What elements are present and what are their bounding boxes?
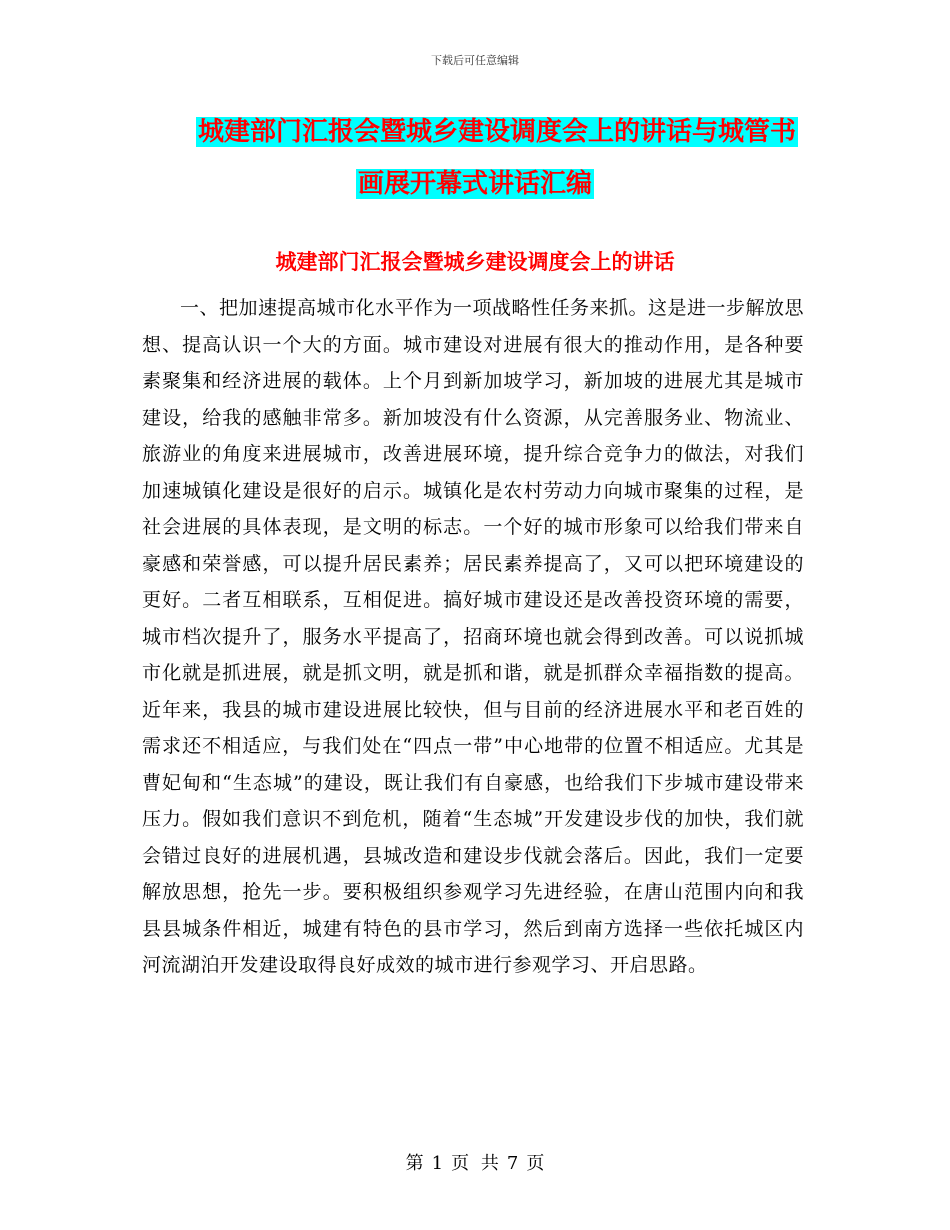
header-note: 下载后可任意编辑 [431,54,519,67]
section-heading: 城建部门汇报会暨城乡建设调度会上的讲话 [275,250,675,274]
body-paragraph: 一、把加速提高城市化水平作为一项战略性任务来抓。这是进一步解放思想、提高认识一个大的方面。城市建设对进展有很大的推动作用，是各种要素聚集和经济进展的载体。上个月到新加坡学习，新加坡的进展尤其是城市建设，给我的感触非常多。新加坡没有什么资源，从完善服务业、物流业、旅游业的角度来进展城市，改善进展环境，提升综合竞争力的做法，对我们加速城镇化建设是很好的启示。城镇化是农村劳动力向城市聚集的过程，是社会进展的具体表现，是文明的标志。一个好的城市形象可以给我们带来自豪感和荣誉感，可以提升居民素养；居民素养提高了，又可以把环境建设的更好。二者互相联系，互相促进。搞好城市建设还是改善投资环境的需要，城市档次提升了，服务水平提高了，招商环境也就会得到改善。可以说抓城市化就是抓进展，就是抓文明，就是抓和谐，就是抓群众幸福指数的提高。近年来，我县的城市建设进展比较快，但与目前的经济进展水平和老百姓的需求还不相适应，与我们处在“四点一带”中心地带的位置不相适应。尤其是曹妃甸和“生态城”的建设，既让我们有自豪感，也给我们下步城市建设带来压力。假如我们意识不到危机，随着“生态城”开发建设步伐的加快，我们就会错过良好的进展机遇，县城改造和建设步伐就会落后。因此，我们一定要解放思想，抢先一步。要积极组织参观学习先进经验，在唐山范围内向和我县县城条件相近，城建有特色的县市学习，然后到南方选择一些依托城区内河流湖泊开发建设取得良好成效的城市进行参观学习、开启思路。 [142,297,805,976]
footer-total-pages: 7 [506,1153,519,1174]
document-title [0,106,950,210]
footer-prefix: 第 [405,1153,424,1174]
document-title-line-2 [0,158,950,210]
page-footer [0,1152,950,1176]
footer-current-page: 1 [431,1153,444,1174]
footer-suffix: 页 [526,1153,545,1174]
footer-middle: 页 共 [451,1153,499,1174]
document-title-line-1 [0,106,950,158]
title-highlight-1: 城建部门汇报会暨城乡建设调度会上的讲话与城管书 [197,117,796,147]
title-highlight-2: 画展开幕式讲话汇编 [357,169,592,199]
